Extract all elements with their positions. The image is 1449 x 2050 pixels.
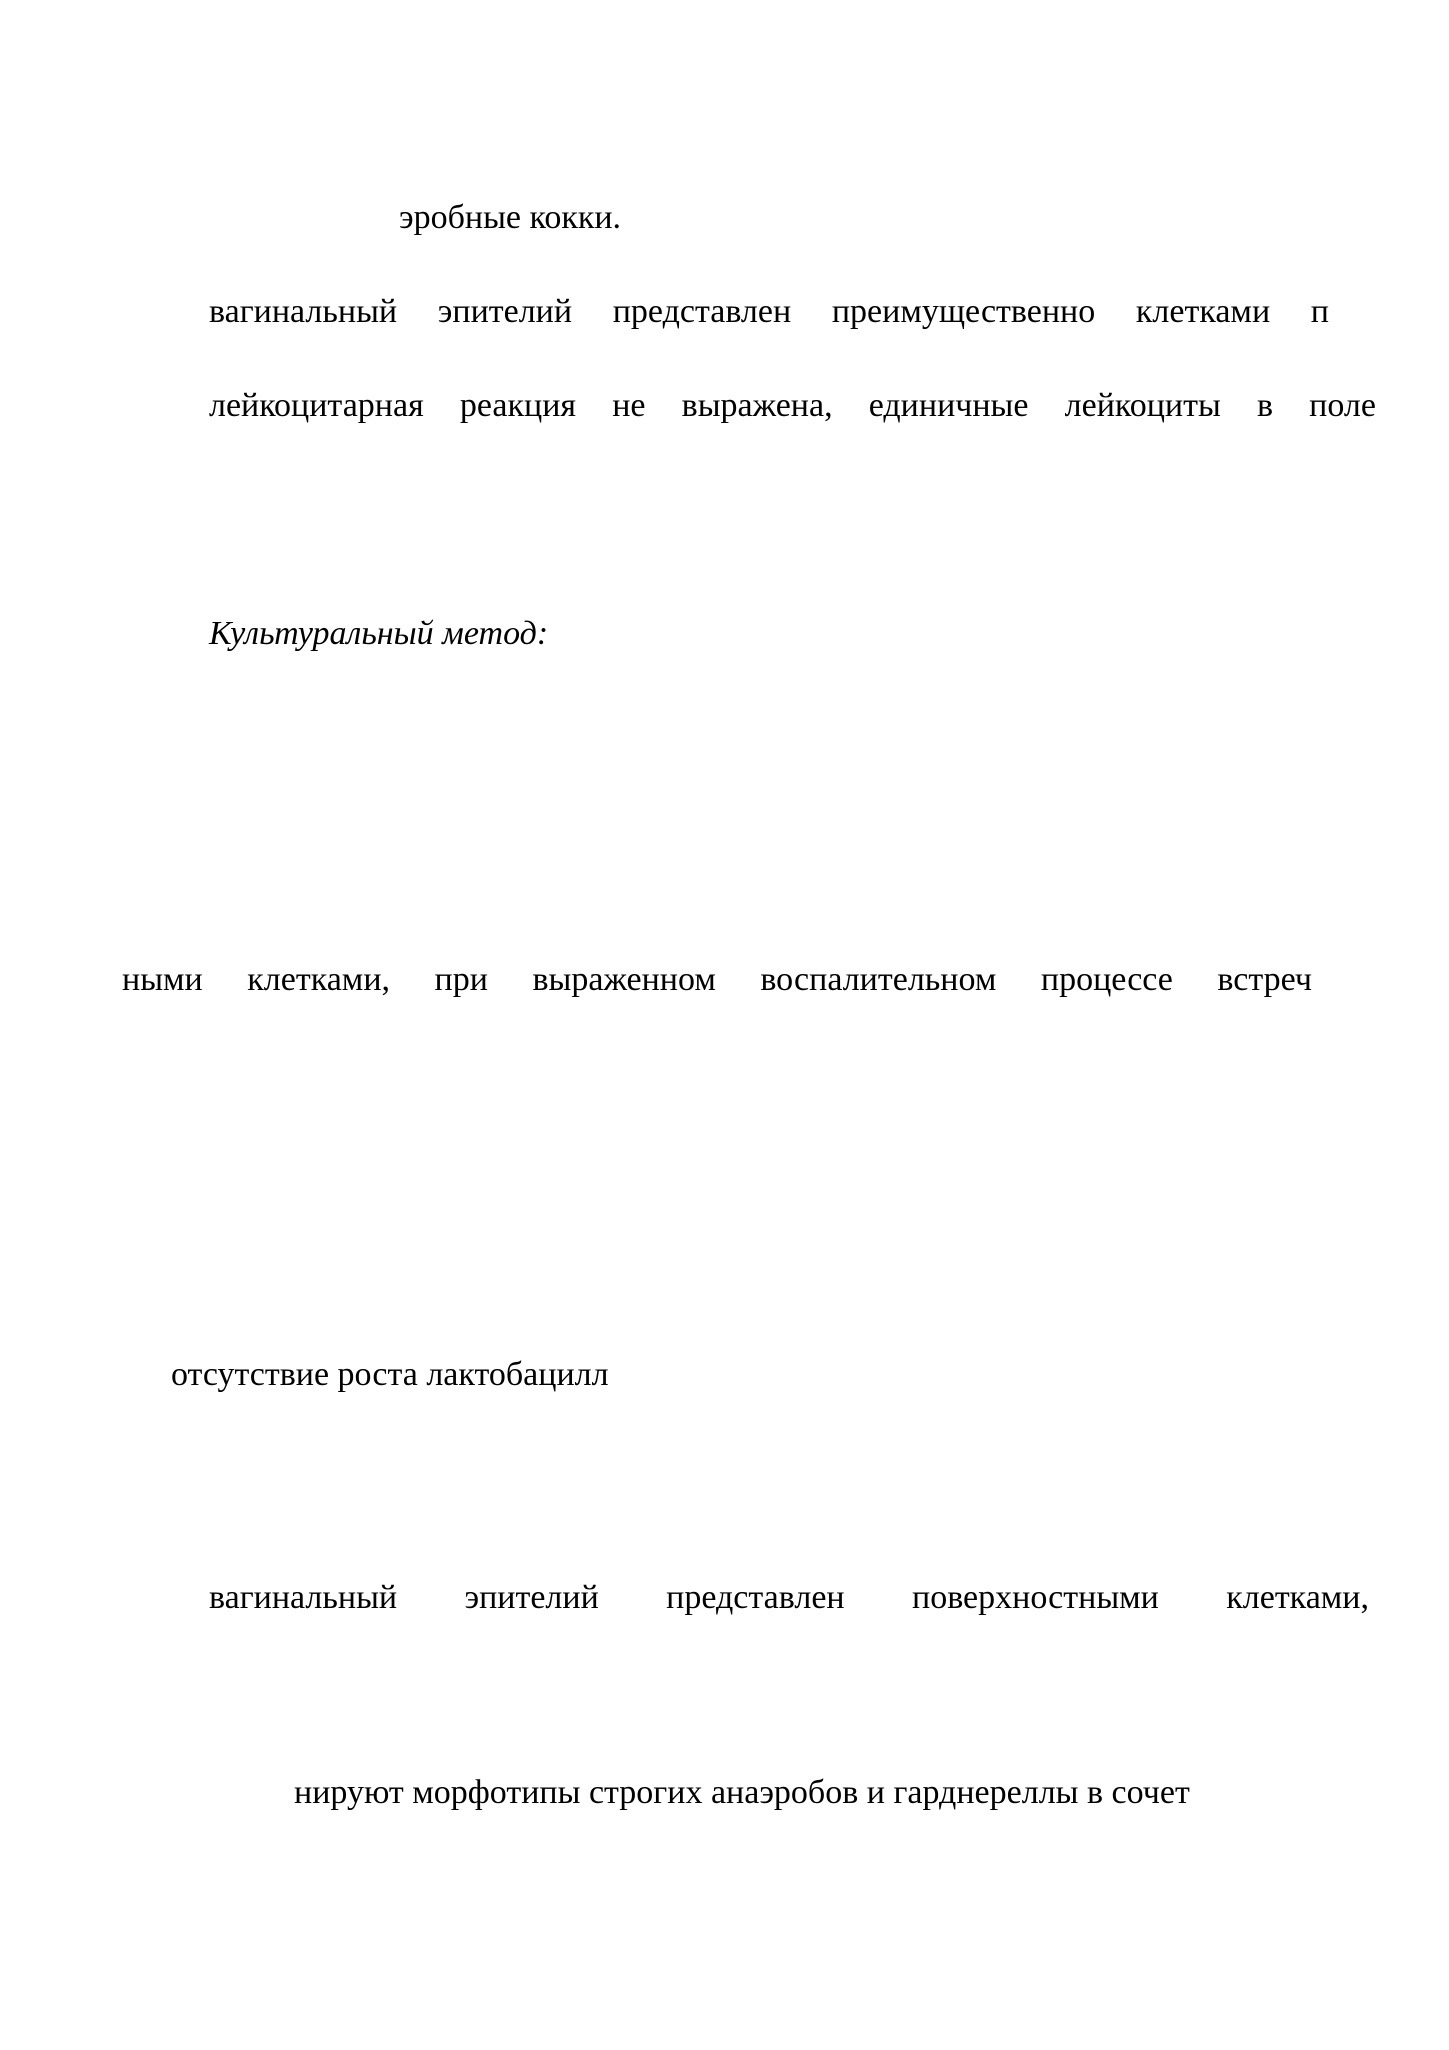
text-line-5: ными клетками, при выраженном воспалительном процессе встреч (122, 961, 1312, 998)
text-line-3: лейкоцитарная реакция не выражена, единичные лейкоциты в поле (209, 387, 1376, 424)
text-line-8: нируют морфотипы строгих анаэробов и гарднереллы в сочет (294, 1774, 1190, 1811)
text-line-2: вагинальный эпителий представлен преимущественно клетками п (209, 293, 1329, 330)
text-line-1: эробные кокки. (399, 199, 622, 236)
section-heading-cultural-method: Культуральный метод: (209, 615, 549, 652)
text-line-7: вагинальный эпителий представлен поверхностными клетками, (209, 1579, 1369, 1616)
text-line-6: отсутствие роста лактобацилл (171, 1356, 609, 1393)
